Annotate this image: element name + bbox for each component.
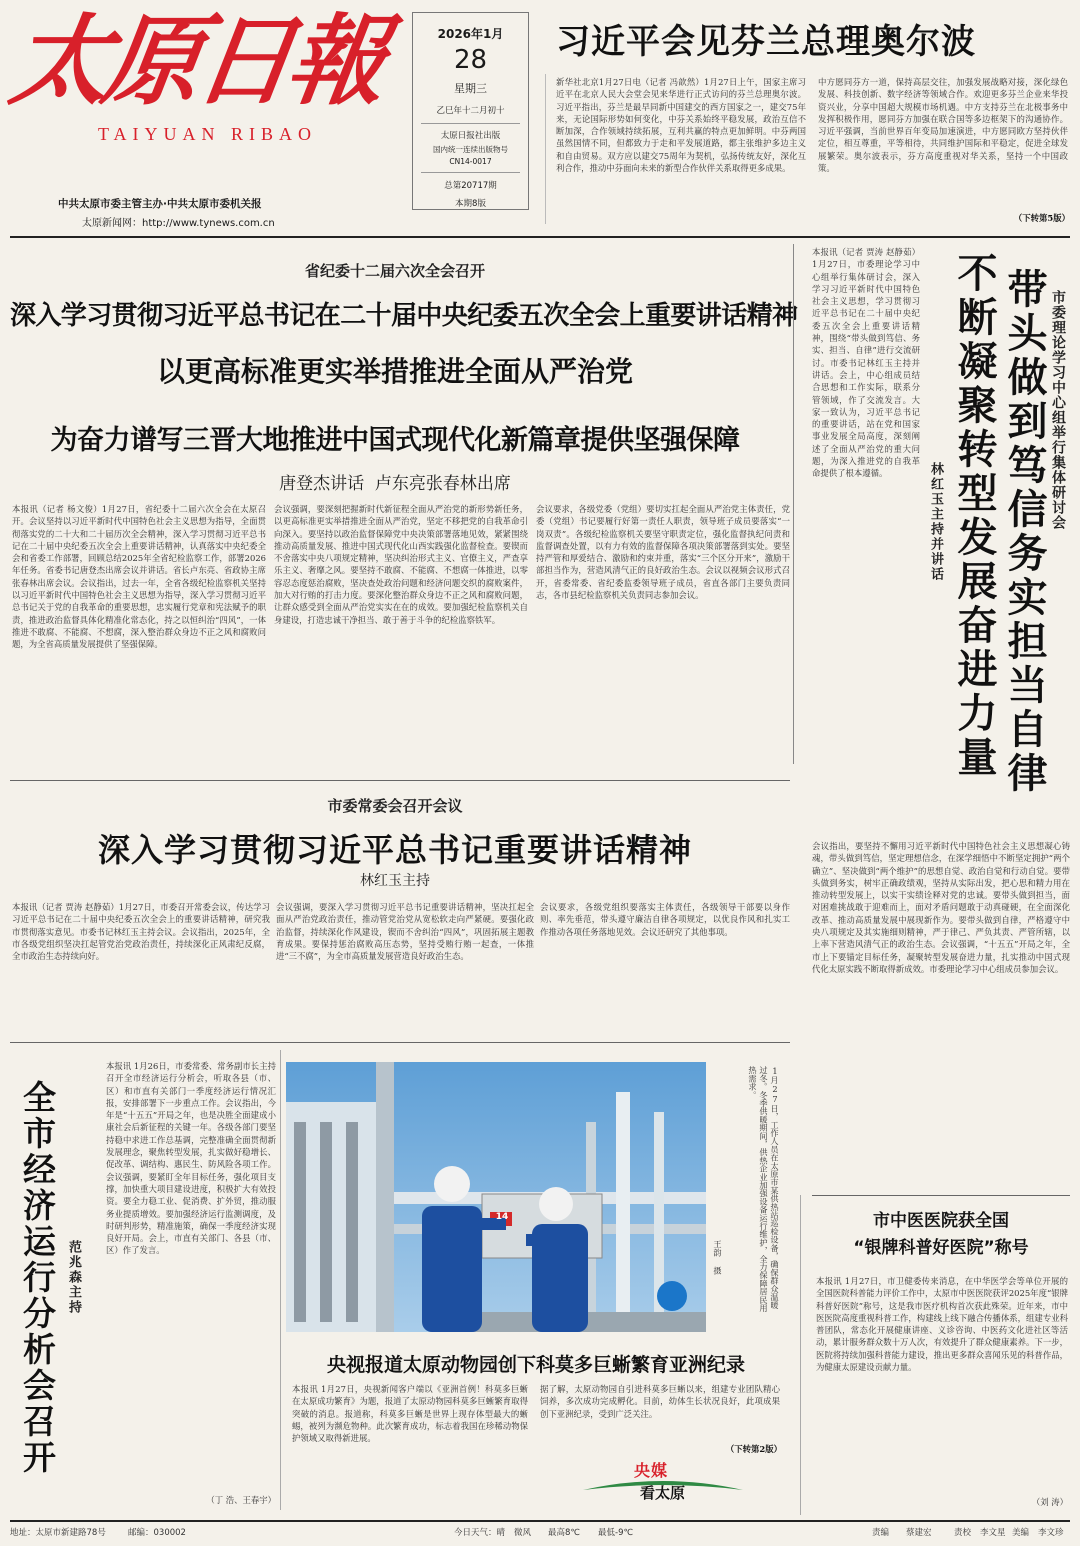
photo-story-col2: 据了解，太原动物园自引进科莫多巨蜥以来，组建专业团队精心饲养，多次成功完成孵化。目前，幼体生长状况良好，此项成果创下亚洲纪录，受到广泛关注。 <box>540 1384 780 1419</box>
second-col1: 本报讯（记者 贾涛 赵静茹）1月27日，市委召开常委会议，传达学习习近平总书记在二十届中央纪委五次全会上的重要讲话精神，研究我市贯彻落实意见。市委书记林红玉主持会议。会议指出，2025年，全市各级党组织坚决扛起管党治党政治责任，持续深化正风肃纪反腐，全市政治生态持续向好。 <box>12 902 270 962</box>
main-col3: 会议要求，各级党委（党组）要切实扛起全面从严治党主体责任，党委（党组）书记要履行好第一责任人职责，领导班子成员要落实“一岗双责”。各级纪检监察机关要坚守职责定位，强化监督执纪问责和监督调查处置，以有力有效的监督保障各项决策部署落到实处。要坚持严管和厚爱结合、激励和约束并重，落实“三个区分开来”，激励干部担当作为，营造风清气正的良好政治生态。会议以视频会议形式召开，省委常委、省纪委监委领导班子成员，省直各部门主要负责同志，各市县纪检监察机关负责同志参加会议。 <box>536 504 790 601</box>
footer-address: 地址：太原市新建路78号 <box>10 1528 106 1538</box>
second-kicker: 市委常委会召开会议 <box>327 797 463 815</box>
top-story-col2: 中方愿同芬方一道，保持高层交往，加强发展战略对接，深化绿色发展、科技创新、数字经济等领域合作。欢迎更多芬兰企业来华投资兴业，分享中国超大规模市场机遇。中方支持芬兰在北极事务中发挥积极作用，愿同芬方加强在联合国等多边框架下的沟通协作。习近平强调，当前世界百年变局加速演进，中方愿同欧方坚持伙伴定位，相互尊重，平等相待，共同维护国际和平稳定，促进全球发展繁荣。奥尔波表示，芬方高度重视对华关系，坚持一个中国政策。 <box>818 77 1068 174</box>
second-col2: 会议强调，要深入学习贯彻习近平总书记重要讲话精神，坚决扛起全面从严治党政治责任，推动管党治党从宽松软走向严紧硬。要强化政治监督，持续深化作风建设，锲而不舍纠治“四风”，巩固拓展主题教育成果。要保持惩治腐败高压态势，坚持受贿行贿一起查，一体推进“三不腐”，为全市高质量发展营造良好政治生态。 <box>276 902 534 962</box>
footer-proof-label: 责校 <box>954 1528 972 1538</box>
newspaper-logo <box>3 4 389 162</box>
footer-proof-name: 李文星 <box>980 1528 1006 1538</box>
footer-weather: 今日天气：晴 <box>454 1528 506 1538</box>
cctv-logo <box>578 1460 748 1508</box>
sponsor-line: 中共太原市委主管主办·中共太原市委机关报 <box>58 198 262 210</box>
news-photo <box>286 1062 706 1332</box>
photo-scene <box>286 1062 706 1332</box>
theory-byline: 林红玉主持并讲话 <box>928 462 943 582</box>
footer-postcode: 邮编：030002 <box>128 1528 186 1538</box>
economy-byline: 范兆森主持 <box>66 1240 81 1315</box>
footer-low: 最低-9℃ <box>598 1528 634 1538</box>
theory-kicker: 市委理论学习中心组举行集体研讨会 <box>1050 290 1066 530</box>
main-col1: 本报讯（记者 杨文俊）1月27日，省纪委十二届六次全会在太原召开。会议坚持以习近平新时代中国特色社会主义思想为指导，全面贯彻落实党的二十大和二十届历次全会精神，深入学习贯彻习近平总书记在二十届中央纪委五次全会上重要讲话精神，认真落实中央纪委全会和省委工作部署，回顾总结2025年全省纪检监察工作，部署2026年任务。省委书记唐登杰出席会议并讲话。省长卢东亮、省政协主席张春林出席会议。会议指出，过去一年，全省各级纪检监察机关坚持以习近平新时代中国特色社会主义思想为指导，深入学习贯彻习近平总书记关于党的自我革命的重要思想，忠实履行党章和宪法赋予的职责，推进政治监督具体化精准化常态化，持之以恒纠治“四风”，一体推进不敢腐、不能腐、不想腐，深入整治群众身边不正之风和腐败问题，为全省高质量发展提供了坚强保障。 <box>12 504 266 650</box>
issue-year-month: 2026年1月 <box>437 27 504 41</box>
second-byline: 林红玉主持 <box>360 873 430 889</box>
top-story-headline: 习近平会见芬兰总理奥尔波 <box>556 22 976 62</box>
issue-box <box>412 12 529 210</box>
main-title-1: 深入学习贯彻习近平总书记在二十届中央纪委五次全会上重要讲话精神 <box>10 301 798 331</box>
cctv-logo-line1: 央媒 <box>634 1461 669 1480</box>
second-title: 深入学习贯彻习近平总书记重要讲话精神 <box>97 831 692 869</box>
logo-text: 太原日報 <box>3 4 389 119</box>
main-title-2: 以更高标准更实举措推进全面从严治党 <box>156 355 633 388</box>
cctv-logo-line2: 看太原 <box>640 1484 686 1502</box>
footer-editor-name: 蔡建宏 <box>906 1528 932 1538</box>
footer-designer-label: 美编 <box>1012 1528 1030 1538</box>
footer-designer-name: 李文珍 <box>1038 1528 1064 1538</box>
footer-editor-label: 责编 <box>872 1528 890 1538</box>
photo-badge: 14 <box>495 1212 509 1222</box>
footer-bar <box>10 1526 1070 1540</box>
hospital-title-2: “银牌科普好医院”称号 <box>853 1238 1029 1258</box>
hospital-text: 本报讯 1月27日，市卫健委传来消息，在中华医学会等单位开展的全国医院科普能力评价工作中，太原市中医医院获评2025年度“银牌科普好医院”称号，这是我市医疗机构首次获此殊荣。近年来，市中医医院高度重视科普工作，构建线上线下融合传播体系，组建专业科普团队，常态化开展健康讲座、义诊咨询、中医药文化进社区等活动，累计服务群众数十万人次，有效提升了群众健康素养。下一步，医院将持续加强科普能力建设，推出更多群众喜闻乐见的科普作品，为健康太原建设贡献力量。 <box>816 1276 1068 1373</box>
issue-publisher: 太原日报社出版 <box>440 131 501 141</box>
theory-text-top: 本报讯（记者 贾涛 赵静茹）1月27日，市委理论学习中心组举行集体研讨会，深入学习习近平新时代中国特色社会主义思想，学习贯彻习近平总书记在二十届中央纪委五次全会上重要讲话精神，围绕“带头做到笃信、务实、担当、自律”进行交流研讨。市委书记林红玉主持并讲话。会上，中心组成员结合思想和工作实际，联系分管领域，作了交流发言。大家一致认为，习近平总书记的重要讲话，站在党和国家事业发展全局高度，深刻阐述了全面从严治党的重大问题，为深入推进党的自我革命提供了根本遵循。 <box>812 247 920 479</box>
hospital-title-1: 市中医医院获全国 <box>873 1211 1009 1231</box>
main-col2: 会议强调，要深刻把握新时代新征程全面从严治党的新形势新任务，以更高标准更实举措推进全面从严治党，坚定不移把党的自我革命引向深入。要坚持以政治监督保障党中央决策部署落地见效，紧紧围绕推动高质量发展、推进中国式现代化山西实践强化监督检查。要锲而不舍落实中央八项规定精神，坚决纠治形式主义、官僚主义，严查享乐主义、奢靡之风。要坚持不敢腐、不能腐、不想腐一体推进，以零容忍态度惩治腐败，坚决查处政治问题和经济问题交织的腐败案件，加大对行贿的打击力度。要深化整治群众身边不正之风和腐败问题，让群众感受到全面从严治党实实在在的成效。要加强纪检监察机关自身建设，打造忠诚干净担当、敢于善于斗争的纪检监察铁军。 <box>274 504 528 625</box>
footer-wind: 微风 <box>514 1528 532 1538</box>
photo-story-title: 央视报道太原动物园创下科莫多巨蜥繁育亚洲纪录 <box>326 1354 745 1376</box>
issue-cn-label: 国内统一连续出版物号 <box>433 145 508 154</box>
photo-side-caption: 1月27日，工作人员在太原市某供热站巡检设备，确保群众温暖过冬。冬季供暖期间，供热企业加强设备运行维护，全力保障居民用热需求。 <box>748 1066 780 1312</box>
issue-total: 总第20717期 <box>444 181 497 191</box>
hospital-credit: （刘 涛） <box>1031 1497 1068 1507</box>
issue-lunar: 乙巳年十二月初十 <box>436 106 505 116</box>
main-title-3: 为奋力谱写三晋大地推进中国式现代化新篇章提供坚强保障 <box>50 425 740 456</box>
theory-title-col2: 不断凝聚转型发展奋进力量 <box>951 252 997 780</box>
website-line: 太原新闻网：http://www.tynews.com.cn <box>82 218 275 229</box>
photo-story-continue: （下转第2版） <box>725 1444 782 1454</box>
issue-pages: 本期8版 <box>455 199 486 209</box>
economy-credit: （丁 浩、王春宇） <box>206 1495 276 1505</box>
main-kicker: 省纪委十二届六次全会召开 <box>304 262 485 280</box>
economy-title: 全市经济运行分析会召开 <box>18 1080 57 1476</box>
issue-day: 28 <box>453 45 488 75</box>
issue-cn-number: CN14-0017 <box>449 157 492 166</box>
theory-text-bottom: 会议指出，要坚持不懈用习近平新时代中国特色社会主义思想凝心铸魂，带头做到笃信，坚定理想信念，在深学细悟中不断坚定拥护“两个确立”、坚决做到“两个维护”的思想自觉、政治自觉和行动自觉。要带头做到务实，树牢正确政绩观，坚持从实际出发，把心思和精力用在推动转型发展上，以实干实绩诠释对党的忠诚。要带头做到担当，面对困难挑战敢于迎难而上，面对矛盾问题敢于动真碰硬，在全面深化改革、推动高质量发展中展现新作为。要带头做到自律，严格遵守中央八项规定及其实施细则精神，严于律己、严负其责、严管所辖，以上率下营造风清气正的政治生态。会议强调，“十五五”开局之年，全市上下要锚定目标任务，凝聚转型发展奋进力量，扎实推动中国式现代化太原实践不断取得新成效。市委理论学习中心组成员参加会议。 <box>812 841 1070 974</box>
main-subtitle: 唐登杰讲话 卢东亮张春林出席 <box>279 474 511 494</box>
theory-title-col1: 带头做到笃信务实担当自律 <box>1001 268 1047 796</box>
economy-text: 本报讯 1月26日，市委常委、常务副市长主持召开全市经济运行分析会，听取各县（市、区）和市直有关部门一季度经济运行情况汇报，安排部署下一步重点工作。会议指出，今年是“十五五”开局之年，也是决胜全面建成小康社会后新征程的关键一年。各级各部门要坚持稳中求进工作总基调，完整准确全面贯彻新发展理念，聚焦转型发展，扎实做好稳增长、促改革、调结构、惠民生、防风险各项工作。会议强调，要紧盯全年目标任务，强化项目支撑，加快重大项目建设进度，积极扩大有效投资。要全力稳工业、促消费、扩外贸，推动服务业提质增效。要加强经济运行监测调度，及时研判形势，精准施策，确保一季度经济实现良好开局。会上，市直有关部门、各县（市、区）作了发言。 <box>106 1061 276 1256</box>
issue-weekday: 星期三 <box>454 82 487 95</box>
photo-story-col1: 本报讯 1月27日，央视新闻客户端以《亚洲首例！科莫多巨蜥在太原成功繁育》为题，报道了太原动物园科莫多巨蜥繁育取得突破的消息。报道称，科莫多巨蜥是世界上现存体型最大的蜥蜴，被列为濒危物种。此次繁育成功，标志着我国在珍稀动物保护领域又取得新进展。 <box>292 1384 528 1444</box>
footer-high: 最高8℃ <box>548 1528 580 1538</box>
second-col3: 会议要求，各级党组织要落实主体责任，各级领导干部要以身作则、率先垂范，带头遵守廉洁自律各项规定，以优良作风和扎实工作推动各项任务落地见效。会议还研究了其他事项。 <box>540 902 790 937</box>
logo-pinyin: TAIYUAN RIBAO <box>98 124 318 144</box>
top-story-col1: 新华社北京1月27日电（记者 冯歆然）1月27日上午，国家主席习近平在北京人民大会堂会见来华进行正式访问的芬兰总理奥尔波。习近平指出，芬兰是最早同新中国建交的西方国家之一，建交75年来，无论国际形势如何变化，中芬关系始终平稳发展，政治互信不断加深，合作领域持续拓展，互利共赢的特点更加鲜明。中芬两国虽然国情不同，但都致力于走和平发展道路，都主张维护多边主义和自由贸易。双方应以建交75周年为契机，弘扬传统友好，深化互利合作，推动中芬面向未来的新型合作伙伴关系取得更多成果。 <box>556 77 806 174</box>
top-story-continue: （下转第5版） <box>1013 213 1070 223</box>
photo-credit: 王韵 摄 <box>713 1240 723 1275</box>
